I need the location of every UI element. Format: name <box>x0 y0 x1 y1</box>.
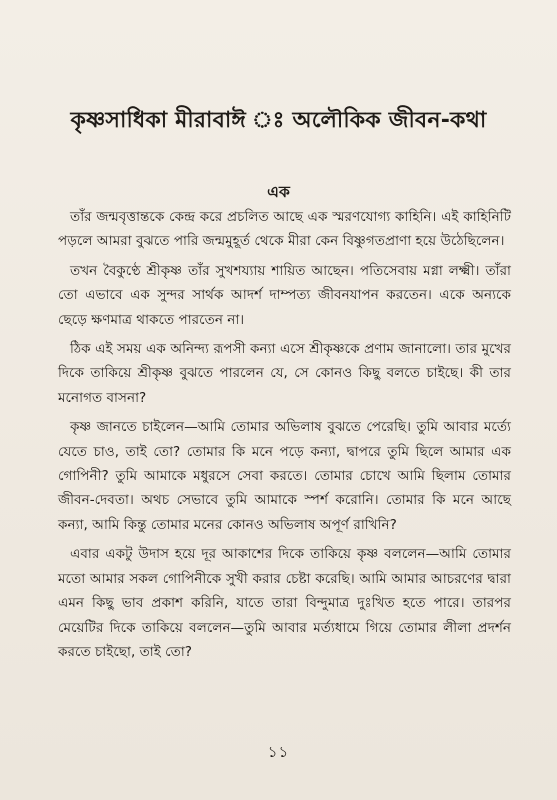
page-number: ১১ <box>267 743 290 761</box>
page-title: কৃষ্ণসাধিকা মীরাবাঈ ঃ অলৌকিক জীবন-কথা <box>70 108 487 133</box>
paragraph: কৃষ্ণ জানতে চাইলেন—আমি তোমার অভিলাষ বুঝতে পেরেছি। তুমি আবার মর্ত্যে যেতে চাও, তাই তো? তোমার কি মনে পড়ে কন্যা, দ্বাপরে তুমি ছিলে আমার এক গোপিনী? তুমি আমাকে মধুরসে সেবা করতে। তোমার চোখে আমি ছিলাম তোমার জীবন-দেবতা। অথচ সেভাবে তুমি আমাকে স্পর্শ করোনি। তোমার কি মনে আছে কন্যা, আমি কিন্তু তোমার মনের কোনও অভিলাষ অপূর্ণ রাখিনি? <box>58 419 511 533</box>
body-text <box>58 205 511 669</box>
chapter-heading: এক <box>267 183 290 201</box>
paragraph: তখন বৈকুণ্ঠে শ্রীকৃষ্ণ তাঁর সুখশয্যায় শায়িত আছেন। পতিসেবায় মগ্না লক্ষ্মী। তাঁরা তো এভাবে এক সুন্দর সার্থক আদর্শ দাম্পত্য জীবনযাপন করতেন। একে অন্যকে ছেড়ে ক্ষণমাত্র থাকতে পারতেন না। <box>58 262 511 328</box>
paragraph: এবার একটু উদাস হয়ে দূর আকাশের দিকে তাকিয়ে কৃষ্ণ বললেন—আমি তোমার মতো আমার সকল গোপিনীকে সুখী করার চেষ্টা করেছি। আমি আমার আচরণের দ্বারা এমন কিছু ভাব প্রকাশ করিনি, যাতে তারা বিন্দুমাত্র দুঃখিত হতে পারে। তারপর মেয়েটির দিকে তাকিয়ে বললেন—তুমি আবার মর্ত্যধামে গিয়ে তোমার লীলা প্রদর্শন করতে চাইছো, তাই তো? <box>58 546 511 660</box>
paragraph: তাঁর জন্মবৃত্তান্তকে কেন্দ্র করে প্রচলিত আছে এক স্মরণযোগ্য কাহিনি। এই কাহিনিটি পড়লে আমরা বুঝতে পারি জন্মমুহূর্ত থেকে মীরা কেন বিষ্ণুগতপ্রাণা হয়ে উঠেছিলেন। <box>58 209 511 250</box>
paragraph: ঠিক এই সময় এক অনিন্দ্য রূপসী কন্যা এসে শ্রীকৃষ্ণকে প্রণাম জানালো। তার মুখের দিকে তাকিয়ে শ্রীকৃষ্ণ বুঝতে পারলেন যে, সে কোনও কিছু বলতে চাইছে। কী তার মনোগত বাসনা? <box>58 341 511 406</box>
